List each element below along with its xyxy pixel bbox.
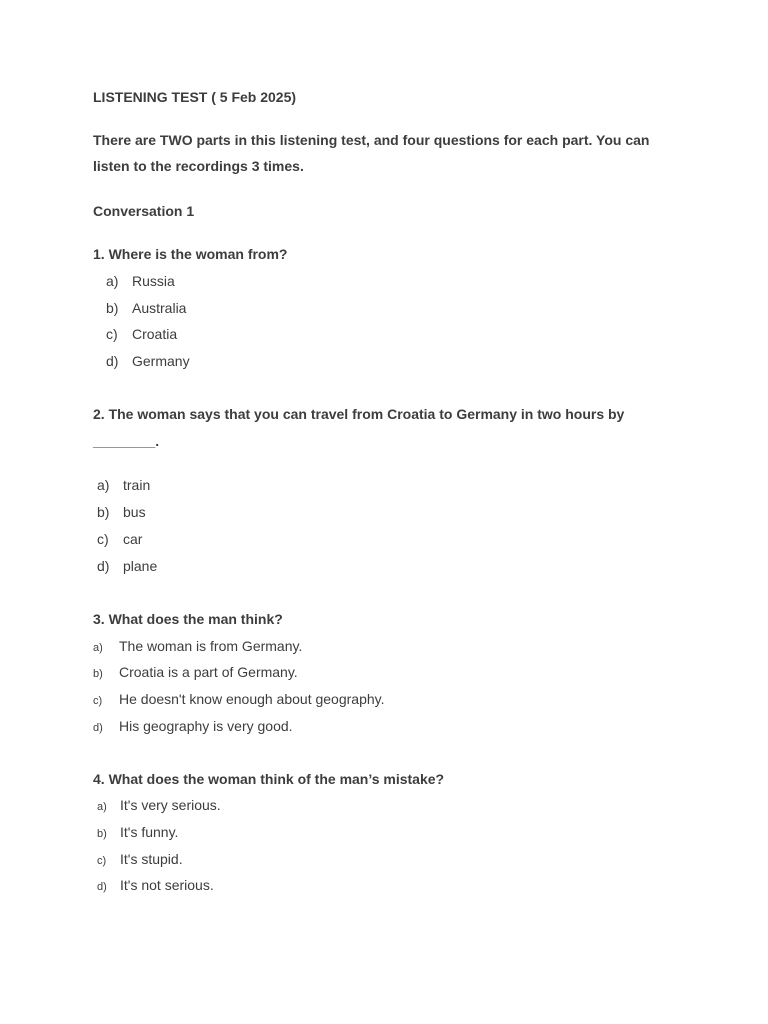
option-text: train (123, 477, 151, 493)
option-text: Germany (132, 353, 190, 369)
option-text: It's funny. (120, 824, 179, 840)
option-text: plane (123, 558, 158, 574)
option-letter: c) (106, 326, 118, 342)
option-text: Croatia is a part of Germany. (119, 664, 298, 680)
option-letter: d) (106, 353, 119, 369)
option-letter: a) (93, 642, 103, 654)
question-1-prompt: 1. Where is the woman from? (93, 246, 288, 262)
option-letter: d) (93, 722, 103, 734)
option-text: The woman is from Germany. (119, 638, 303, 654)
option-text: His geography is very good. (119, 718, 293, 734)
option-letter: b) (106, 300, 119, 316)
question-3-prompt: 3. What does the man think? (93, 611, 283, 627)
question-2-blank: ________. (93, 433, 160, 449)
question-4-prompt: 4. What does the woman think of the man’s mistake? (93, 771, 445, 787)
option-letter: a) (97, 801, 107, 813)
option-text: Russia (132, 273, 175, 289)
option-text: Australia (132, 300, 187, 316)
option-text: Croatia (132, 326, 178, 342)
option-text: It's not serious. (120, 877, 214, 893)
option-text: bus (123, 504, 146, 520)
question-2-prompt: 2. The woman says that you can travel from Croatia to Germany in two hours by (93, 406, 625, 422)
option-letter: a) (97, 477, 110, 493)
page-title: LISTENING TEST ( 5 Feb 2025) (93, 89, 297, 105)
option-letter: b) (97, 828, 107, 840)
instructions-line-1: There are TWO parts in this listening test, and four questions for each part. You can (93, 132, 650, 148)
option-text: car (123, 531, 143, 547)
option-letter: d) (97, 558, 110, 574)
option-letter: c) (97, 531, 109, 547)
option-letter: b) (97, 504, 110, 520)
instructions-line-2: listen to the recordings 3 times. (93, 158, 304, 174)
option-letter: b) (93, 668, 103, 680)
option-text: It's stupid. (120, 851, 183, 867)
option-text: He doesn't know enough about geography. (119, 691, 385, 707)
option-letter: c) (93, 695, 103, 707)
option-text: It's very serious. (120, 797, 221, 813)
option-letter: a) (106, 273, 119, 289)
option-letter: c) (97, 855, 107, 867)
option-letter: d) (97, 881, 107, 893)
section-heading: Conversation 1 (93, 203, 195, 219)
